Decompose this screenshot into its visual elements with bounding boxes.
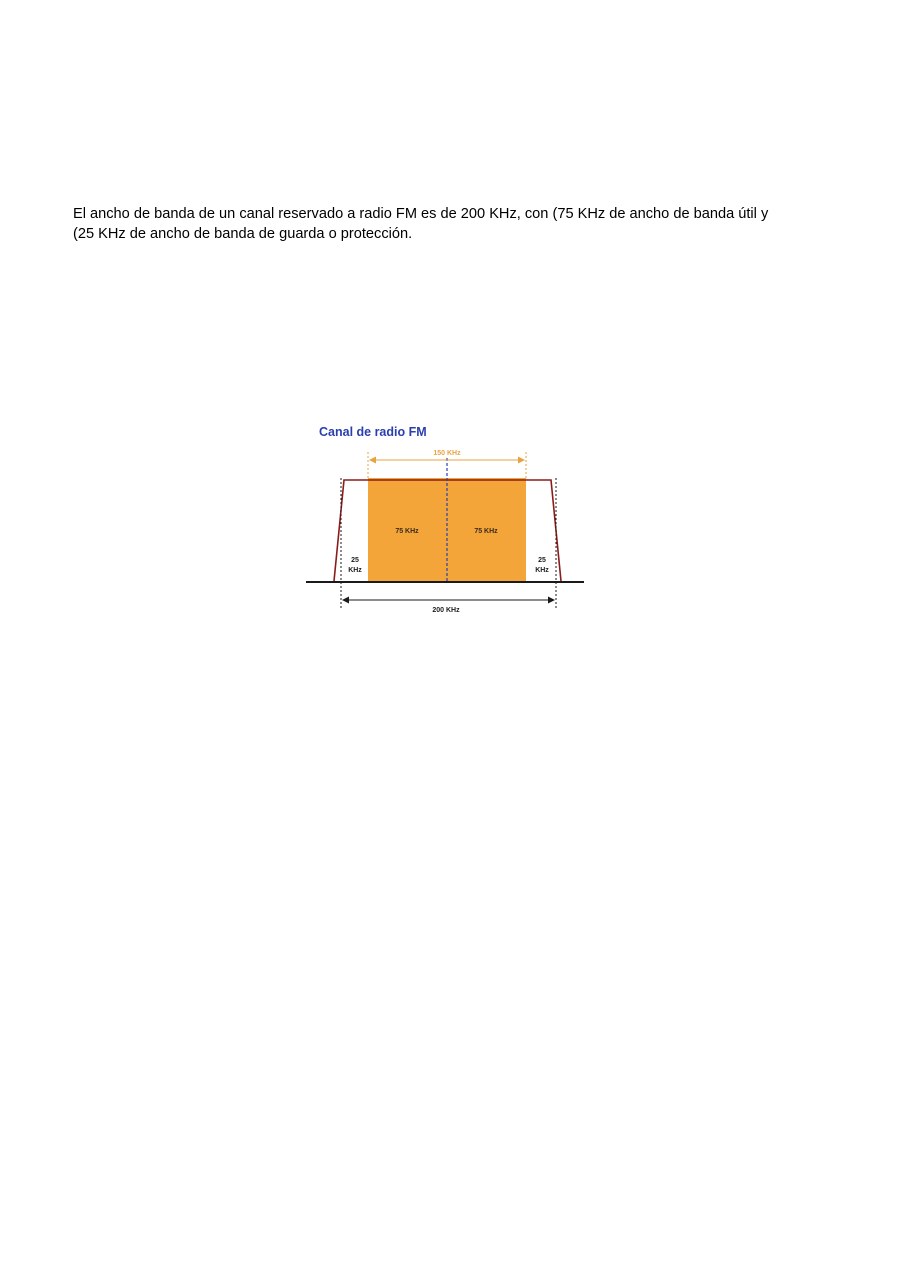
span-150-label: 150 KHz	[433, 450, 461, 457]
useful-band-right-label: 75 KHz	[474, 528, 498, 535]
fm-channel-diagram	[296, 418, 604, 636]
useful-band-left-label: 75 KHz	[395, 528, 419, 535]
guard-left-value: 25	[351, 557, 359, 564]
guard-right-unit: KHz	[535, 567, 549, 574]
body-paragraph	[73, 204, 835, 244]
span-200-label: 200 KHz	[432, 607, 460, 614]
paragraph-line-1: El ancho de banda de un canal reservado a radio FM es de 200 KHz, con (75 KHz de ancho de banda útil y	[73, 206, 769, 222]
fm-channel-figure	[296, 418, 604, 636]
guard-left-unit: KHz	[348, 567, 362, 574]
guard-right-value: 25	[538, 557, 546, 564]
paragraph-line-2: (25 KHz de ancho de banda de guarda o protección.	[73, 226, 413, 242]
figure-title: Canal de radio FM	[319, 425, 427, 439]
